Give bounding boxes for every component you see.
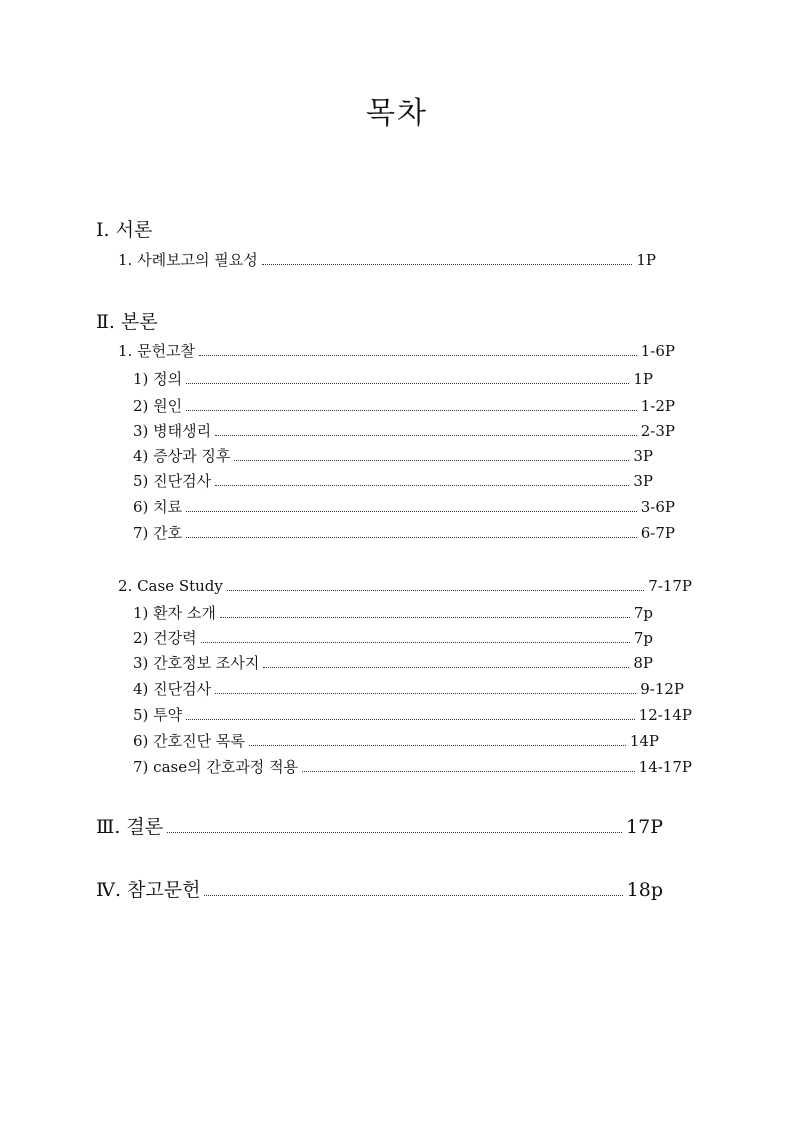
toc-entry-label: 3) 간호정보 조사지 xyxy=(133,654,260,672)
toc-entry-page: 1-2P xyxy=(640,397,675,415)
toc-entry-label: 2) 건강력 xyxy=(133,629,197,647)
toc-entry-label: 2. Case Study xyxy=(118,577,223,595)
toc-entry-page: 2-3P xyxy=(640,422,675,440)
toc-entry-case-diagnostic-tests xyxy=(133,679,684,699)
toc-entry-page: 1P xyxy=(636,251,656,269)
toc-entry-label: Ⅳ. 참고문헌 xyxy=(96,879,201,901)
dot-leader xyxy=(262,264,633,265)
dot-leader xyxy=(186,383,629,384)
toc-entry-label: 1. 문헌고찰 xyxy=(118,342,196,360)
toc-entry-label: 2) 원인 xyxy=(133,397,183,415)
toc-entry-page: 7p xyxy=(633,604,653,622)
toc-entry-diagnostic-tests xyxy=(133,471,653,491)
toc-entry-symptoms xyxy=(133,446,653,466)
toc-entry-label: 6) 간호진단 목록 xyxy=(133,732,245,750)
dot-leader xyxy=(186,719,635,720)
dot-leader xyxy=(220,617,630,618)
toc-entry-nursing xyxy=(133,523,675,543)
toc-entry-label: 4) 진단검사 xyxy=(133,680,212,698)
toc-entry-label: 1) 정의 xyxy=(133,370,183,388)
toc-entry-page: 6-7P xyxy=(640,524,675,542)
toc-entry-label: 7) 간호 xyxy=(133,524,183,542)
toc-entry-references xyxy=(96,878,663,902)
toc-entry-treatment xyxy=(133,497,675,517)
toc-entry-necessity xyxy=(118,250,656,270)
toc-entry-nursing-survey xyxy=(133,653,653,673)
toc-entry-definition xyxy=(133,369,653,389)
section-heading-introduction: Ⅰ. 서론 xyxy=(96,219,153,241)
dot-leader xyxy=(302,771,635,772)
dot-leader xyxy=(227,590,644,591)
toc-entry-label: 1) 환자 소개 xyxy=(133,604,216,622)
dot-leader xyxy=(215,485,629,486)
toc-entry-page: 1P xyxy=(633,370,653,388)
toc-entry-label: Ⅲ. 결론 xyxy=(96,816,164,838)
dot-leader xyxy=(186,410,637,411)
dot-leader xyxy=(263,667,629,668)
toc-entry-cause xyxy=(133,396,675,416)
toc-entry-label: 7) case의 간호과정 적용 xyxy=(133,758,299,776)
toc-entry-label: 6) 치료 xyxy=(133,498,183,516)
toc-entry-patient-intro xyxy=(133,603,653,623)
toc-entry-page: 3P xyxy=(633,447,653,465)
toc-entry-label: 3) 병태생리 xyxy=(133,422,212,440)
toc-entry-page: 7p xyxy=(633,629,653,647)
dot-leader xyxy=(204,895,622,896)
toc-entry-literature-review xyxy=(118,341,675,361)
dot-leader xyxy=(215,435,637,436)
toc-entry-page: 9-12P xyxy=(640,680,684,698)
dot-leader xyxy=(186,511,637,512)
toc-entry-page: 1-6P xyxy=(640,342,675,360)
dot-leader xyxy=(199,355,637,356)
dot-leader xyxy=(201,642,630,643)
toc-entry-label: 5) 진단검사 xyxy=(133,472,212,490)
toc-entry-nursing-process xyxy=(133,757,692,777)
toc-entry-conclusion xyxy=(96,815,663,839)
toc-entry-label: 4) 증상과 징후 xyxy=(133,447,231,465)
toc-entry-page: 3-6P xyxy=(640,498,675,516)
section-heading-body: Ⅱ. 본론 xyxy=(96,311,158,333)
toc-entry-page: 18p xyxy=(626,879,663,901)
toc-entry-health-history xyxy=(133,628,653,648)
toc-entry-case-study xyxy=(118,576,692,596)
toc-entry-page: 14P xyxy=(629,732,659,750)
toc-entry-page: 14-17P xyxy=(638,758,692,776)
toc-entry-page: 17P xyxy=(626,816,663,838)
dot-leader xyxy=(186,537,637,538)
toc-entry-nursing-diagnosis xyxy=(133,731,659,751)
toc-entry-page: 12-14P xyxy=(638,706,692,724)
toc-entry-page: 8P xyxy=(633,654,653,672)
dot-leader xyxy=(167,832,622,833)
toc-entry-pathophysiology xyxy=(133,421,675,441)
dot-leader xyxy=(234,460,629,461)
toc-entry-page: 7-17P xyxy=(648,577,692,595)
page-title: 목차 xyxy=(366,96,428,131)
toc-entry-page: 3P xyxy=(633,472,653,490)
dot-leader xyxy=(249,745,626,746)
toc-entry-label: 1. 사례보고의 필요성 xyxy=(118,251,258,269)
toc-entry-medication xyxy=(133,705,692,725)
dot-leader xyxy=(215,693,636,694)
toc-entry-label: 5) 투약 xyxy=(133,706,183,724)
